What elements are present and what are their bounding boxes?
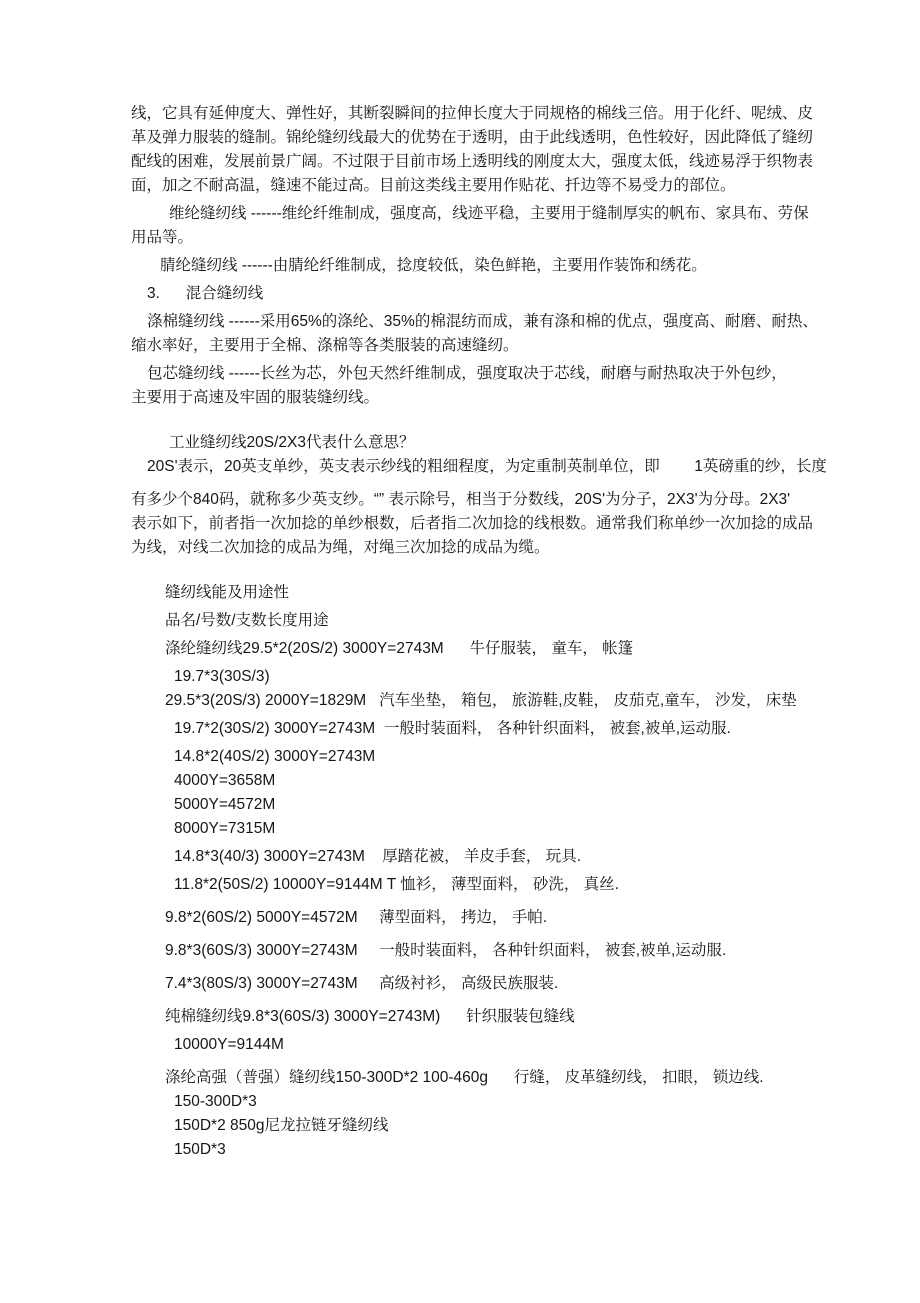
- text-line: 表示如下，前者指一次加捻的单纱根数，后者指二次加捻的线根数。通常我们称单纱一次加捻的成品: [131, 515, 814, 532]
- text-line: 包芯缝纫线 ------长丝为芯，外包天然纤维制成，强度取决于芯线，耐磨与耐热取决于外包纱，: [147, 365, 787, 382]
- text-line: 腈纶缝纫线 ------由腈纶纤维制成，捻度较低，染色鲜艳，主要用作装饰和绣花。: [160, 257, 707, 274]
- text-line: 纯棉缝纫线9.8*3(60S/3) 3000Y=2743M) 针织服装包缝线: [165, 1008, 575, 1025]
- text-line: 工业缝纫线20S/2X3代表什么意思？: [169, 434, 415, 451]
- text-line: 19.7*2(30S/2) 3000Y=2743M 一般时装面料， 各种针织面料， 被套,被单,运动服.: [174, 720, 731, 737]
- text-line: 11.8*2(50S/2) 10000Y=9144M T 恤衫， 薄型面料， 砂洗， 真丝.: [174, 876, 619, 893]
- text-line: 5000Y=4572M: [174, 796, 276, 813]
- text-line: 维纶缝纫线 ------维纶纤维制成，强度高，线迹平稳，主要用于缝制厚实的帆布、家具布、劳保: [169, 205, 809, 222]
- text-line: 7.4*3(80S/3) 3000Y=2743M 高级衬衫， 高级民族服装.: [165, 975, 559, 992]
- text-line: 缩水率好，主要用于全棉、涤棉等各类服装的高速缝纫。: [131, 337, 519, 354]
- text-line: 10000Y=9144M: [174, 1036, 284, 1053]
- text-line: 有多少个840码，就称多少英支纱。“” 表示除号，相当于分数线，20S'为分子，2X3'为分母。2X3': [131, 491, 791, 508]
- text-line: 配线的困难，发展前景广阔。不过限于目前市场上透明线的刚度太大，强度太低，线迹易浮于织物表: [131, 153, 814, 170]
- text-line: 14.8*3(40/3) 3000Y=2743M 厚踏花被， 羊皮手套， 玩具.: [174, 848, 582, 865]
- text-line: 为线，对线二次加捻的成品为绳，对绳三次加捻的成品为缆。: [131, 539, 550, 556]
- text-line: 9.8*3(60S/3) 3000Y=2743M 一般时装面料， 各种针织面料， 被套,被单,运动服.: [165, 942, 727, 959]
- text-line: 涤纶高强（普强）缝纫线150-300D*2 100-460g 行缝， 皮革缝纫线， 扣眼， 锁边线.: [165, 1069, 764, 1086]
- text-line: 150D*2 850g尼龙拉链牙缝纫线: [174, 1117, 389, 1134]
- text-line: 面，加之不耐高温，缝速不能过高。目前这类线主要用作贴花、扦边等不易受力的部位。: [131, 177, 736, 194]
- document-body: [131, 102, 851, 1162]
- text-line: 8000Y=7315M: [174, 820, 276, 837]
- text-line: 150-300D*3: [174, 1093, 257, 1110]
- text-line: 29.5*3(20S/3) 2000Y=1829M 汽车坐垫， 箱包， 旅游鞋,皮鞋， 皮茄克,童车， 沙发， 床垫: [165, 692, 797, 709]
- text-line: 涤纶缝纫线29.5*2(20S/2) 3000Y=2743M 牛仔服装， 童车， 帐篷: [165, 640, 634, 657]
- text-line: 主要用于高速及牢固的服装缝纫线。: [131, 389, 380, 406]
- text-line: 4000Y=3658M: [174, 772, 276, 789]
- text-line: 3. 混合缝纫线: [147, 285, 264, 302]
- text-line: 用品等。: [131, 229, 194, 246]
- text-line: 150D*3: [174, 1141, 226, 1158]
- text-line: 线，它具有延伸度大、弹性好，其断裂瞬间的拉伸长度大于同规格的棉线三倍。用于化纤、呢绒、皮: [131, 105, 814, 122]
- text-line: 品名/号数/支数长度用途: [165, 612, 329, 629]
- text-line: 缝纫线能及用途性: [165, 584, 290, 601]
- text-line: 19.7*3(30S/3): [174, 668, 270, 685]
- text-line: 涤棉缝纫线 ------采用65%的涤纶、35%的棉混纺而成，兼有涤和棉的优点，强度高、耐磨、耐热、: [147, 313, 818, 330]
- text-line: 14.8*2(40S/2) 3000Y=2743M: [174, 748, 376, 765]
- text-line: 革及弹力服装的缝制。锦纶缝纫线最大的优势在于透明，由于此线透明，色性较好，因此降低了缝纫: [131, 129, 814, 146]
- text-line: 20S'表示，20英支单纱，英支表示纱线的粗细程度，为定重制英制单位，即 1英磅重的纱，长度: [147, 458, 827, 475]
- text-line: 9.8*2(60S/2) 5000Y=4572M 薄型面料， 拷边， 手帕.: [165, 909, 548, 926]
